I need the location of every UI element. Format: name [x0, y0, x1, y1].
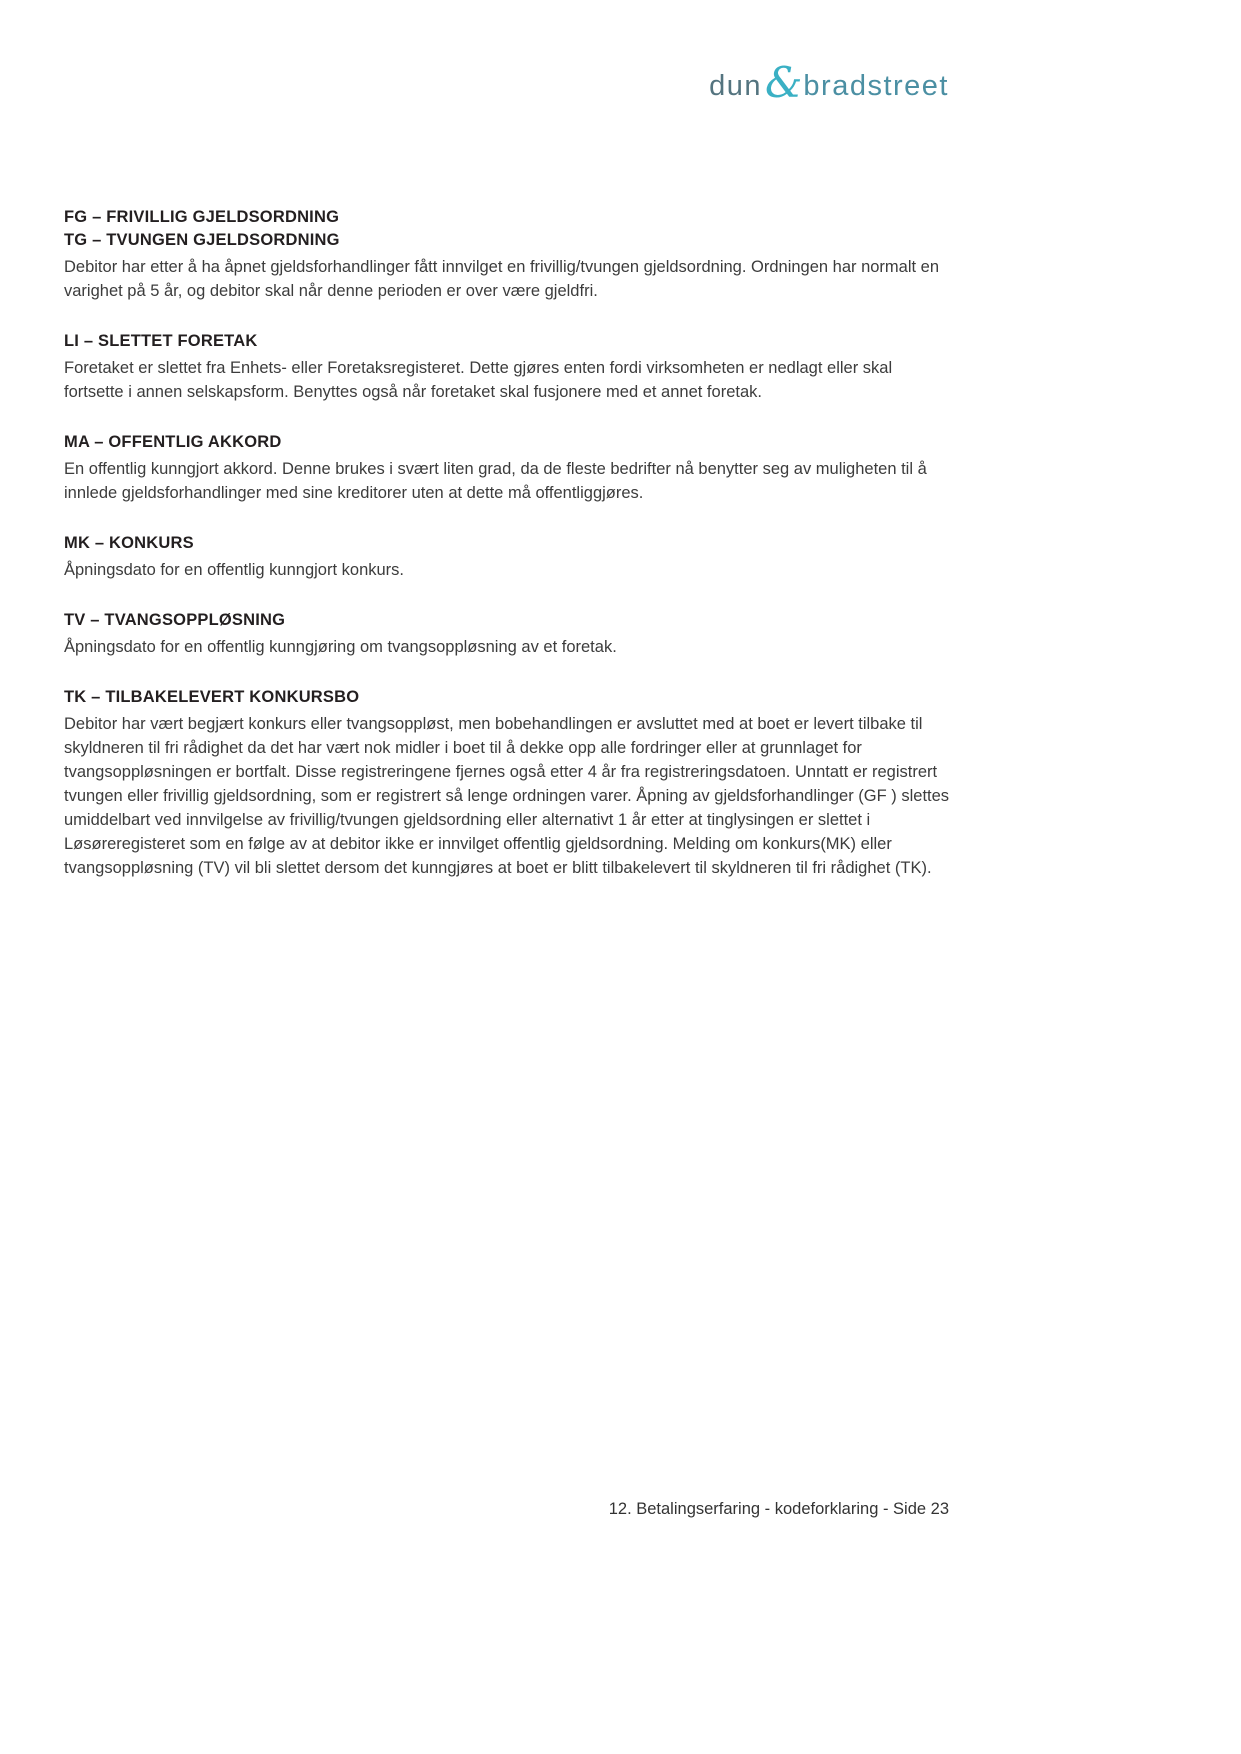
section-tv [64, 609, 950, 659]
section-body: Debitor har etter å ha åpnet gjeldsforhandlinger fått innvilget en frivillig/tvungen gjeldsordning. Ordningen har normalt en varighet på 5 år, og debitor skal når denne perioden er over være gjeldfri. [64, 258, 940, 300]
section-body: Debitor har vært begjært konkurs eller tvangsoppløst, men bobehandlingen er avsluttet med at boet er levert tilbake til skyldneren til fri rådighet da det har vært nok midler i boet til å dekke opp alle fordringer eller at grunnlaget for tvangsoppløsningen er bortfalt. Disse registreringene fjernes også etter 4 år fra registreringsdatoen. Unntatt er registrert tvungen eller frivillig gjeldsordning, som er registrert så lenge ordningen varer. Åpning av gjeldsforhandlinger (GF ) slettes umiddelbart ved innvilgelse av frivillig/tvungen gjeldsordning eller alternativt 1 år etter at tinglysingen er slettet i Løsøreregisteret som en følge av at debitor ikke er innvilget offentlig gjeldsordning. Melding om konkurs(MK) eller tvangsoppløsning (TV) vil bli slettet dersom det kunngjøres at boet er blitt tilbakelevert til skyldneren til fri rådighet (TK). [64, 715, 950, 877]
section-body: Foretaket er slettet fra Enhets- eller Foretaksregisteret. Dette gjøres enten fordi virksomheten er nedlagt eller skal fortsette i annen selskapsform. Benyttes også når foretaket skal fusjonere med et annet foretak. [64, 359, 893, 401]
dnb-logo [709, 58, 949, 107]
section-body: Åpningsdato for en offentlig kunngjort konkurs. [64, 561, 404, 579]
section-tk [64, 686, 950, 880]
section-heading: MK – KONKURS [64, 534, 194, 552]
logo-word-bradstreet: bradstreet [803, 69, 949, 102]
section-mk [64, 532, 950, 582]
logo-ampersand-icon: & [765, 58, 803, 107]
logo-word-dun: dun [709, 69, 763, 102]
section-ma [64, 431, 950, 505]
section-heading: FG – FRIVILLIG GJELDSORDNING [64, 208, 340, 226]
section-heading: LI – SLETTET FORETAK [64, 332, 258, 350]
page-footer [609, 1500, 949, 1519]
section-heading: TK – TILBAKELEVERT KONKURSBO [64, 688, 360, 706]
section-heading: TV – TVANGSOPPLØSNING [64, 611, 286, 629]
footer-text: 12. Betalingserfaring - kodeforklaring - Side 23 [608, 1500, 949, 1518]
section-fg-tg [64, 206, 950, 303]
section-body: Åpningsdato for en offentlig kunngjøring om tvangsoppløsning av et foretak. [64, 638, 617, 656]
section-body: En offentlig kunngjort akkord. Denne brukes i svært liten grad, da de fleste bedrifter nå benytter seg av muligheten til å innlede gjeldsforhandlinger med sine kreditorer uten at dette må offentliggjøres. [64, 460, 927, 502]
section-heading: MA – OFFENTLIG AKKORD [64, 433, 282, 451]
document-body [64, 206, 950, 907]
section-heading: TG – TVUNGEN GJELDSORDNING [64, 231, 340, 249]
section-li [64, 330, 950, 404]
